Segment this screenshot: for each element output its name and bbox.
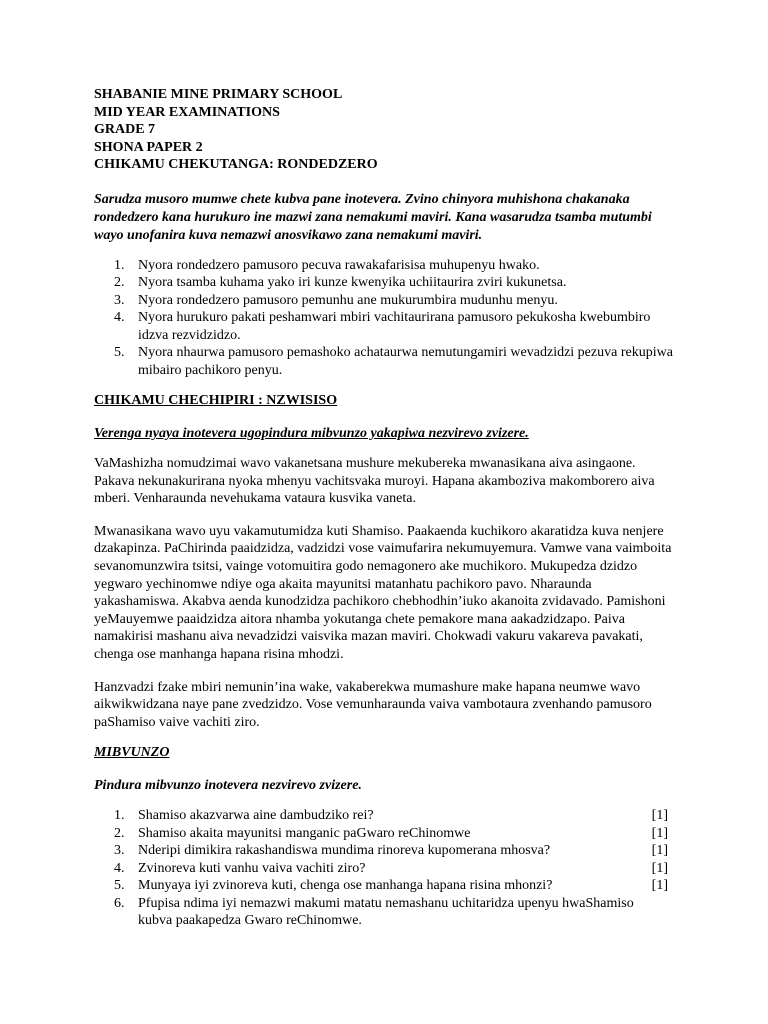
question-item — [94, 877, 674, 895]
list-text: Nyora rondedzero pamusoro pecuva rawakafarisisa muhupenyu hwako. — [138, 257, 540, 273]
list-item — [94, 292, 674, 310]
list-item — [94, 344, 674, 379]
question-mark: [1] — [651, 825, 668, 841]
question-item — [94, 895, 674, 930]
list-item — [94, 257, 674, 275]
question-text: Nderipi dimikira rakashandiswa mundima rinoreva kupomerana mhosva? — [138, 843, 551, 859]
question-mark: [1] — [651, 843, 668, 859]
section1-instructions: Sarudza musoro mumwe chete kubva pane inotevera. Zvino chinyora muhishona chakanaka rondedzero kana hurukuro ine mazwi zana nemakumi maviri. Kana wasarudza tsamba mutumbi wayo unofanira kuva nemazwi anosvikawo zana nemakumi maviri. — [94, 191, 652, 243]
question-number: 5. — [114, 878, 125, 894]
question-mark: [1] — [651, 878, 668, 894]
list-number: 5. — [114, 345, 125, 360]
list-number: 2. — [114, 275, 125, 290]
question-item — [94, 842, 674, 860]
exam-page — [94, 86, 674, 930]
list-item — [94, 274, 674, 292]
question-item — [94, 825, 674, 843]
questions-title: MIBVUNZO — [94, 745, 170, 761]
question-text: Shamiso akaita mayunitsi manganic paGwaro reChinomwe — [138, 825, 471, 841]
passage-paragraph-2: Mwanasikana wavo uyu vakamutumidza kuti Shamiso. Paakaenda kuchikoro akaratidza kuva nenjere dzakapinza. PaChirinda paaidzidza, vadzidzi vose vaimufarira nekumuyemura. Vamwe vana vaimboita sevanomunzwira tsitsi, vainge votomuitira godo nemagonero ake muchikoro. Mukupedza dzidzo yegwaro yechinomwe ndiye oga akaita mayunitsi matanhatu pachikoro pavo. Nharaunda yakashamiswa. Akabva aenda kunodzidza pachikoro chebhodhin’iuko akanoita zvidavado. Pamishoni yeMauyemwe paaidzidza aitora nhamba yokutanga chete pemakore mana aakadzidzapo. Paiva namakirisi mashanu aiva nevadzidzi vaisvika mazan maviri. Chokwadi vakuru vakareva pavakati, chenga ose manhanga hapana risina mhodzi. — [94, 523, 672, 662]
question-mark: [1] — [651, 808, 668, 824]
section2-instructions: Verenga nyaya inotevera ugopindura mibvunzo yakapiwa nezvirevo zvizere. — [94, 426, 529, 441]
list-text: Nyora tsamba kuhama yako iri kunze kwenyika uchiitaurira zviri kukunetsa. — [138, 275, 567, 290]
list-text: Nyora rondedzero pamusoro pemunhu ane mukurumbira mudunhu menyu. — [138, 292, 558, 308]
topic-list — [94, 257, 674, 380]
question-mark: [1] — [651, 860, 668, 876]
questions-instructions: Pindura mibvunzo inotevera nezvirevo zvizere. — [94, 778, 362, 794]
question-text: Zvinoreva kuti vanhu vaiva vachiti ziro? — [138, 860, 366, 876]
exam-header — [94, 86, 674, 174]
passage-paragraph-3: Hanzvadzi fzake mbiri nemunin’ina wake, vakaberekwa mumashure make hapana neumwe wavo aikwikwidzana naye pane zvedzidzo. Vose vemunharaunda vaiva vambotaura zvenhando pamusoro paShamiso vaive vachiti ziro. — [94, 679, 652, 730]
section2-title: CHIKAMU CHECHIPIRI : NZWISISO — [94, 393, 338, 408]
question-number: 2. — [114, 825, 125, 841]
question-item — [94, 807, 674, 825]
list-text: Nyora hurukuro pakati peshamwari mbiri vachitaurirana pamusoro pekukosha kwebumbiro idzva rezvidzidzo. — [138, 310, 651, 343]
question-list — [94, 807, 674, 930]
list-text: Nyora nhaurwa pamusoro pemashoko achataurwa nemutungamiri wevadzidzi pezuva rekupiwa mibairo pachikoro penyu. — [138, 345, 673, 378]
section1-title: CHIKAMU CHEKUTANGA: RONDEDZERO — [94, 157, 378, 172]
question-number: 1. — [114, 808, 125, 824]
paper-label: SHONA PAPER 2 — [94, 139, 203, 155]
list-number: 4. — [114, 310, 125, 325]
passage-paragraph-1: VaMashizha nomudzimai wavo vakanetsana mushure mekubereka mwanasikana aiva asingaone. Pakava nekunakurirana nyoka mhenyu vachitsvaka muroyi. Hapana akamboziva makomborero aiva mberi. Venharaunda nevehukama vataura kusvika vaneta. — [94, 456, 655, 507]
question-number: 6. — [114, 895, 125, 911]
question-item — [94, 860, 674, 878]
grade-label: GRADE 7 — [94, 122, 156, 137]
list-item — [94, 309, 674, 344]
question-number: 3. — [114, 843, 125, 859]
school-name: SHABANIE MINE PRIMARY SCHOOL — [94, 87, 343, 102]
question-text: Pfupisa ndima iyi nemazwi makumi matatu nemashanu uchitaridza upenyu hwaShamiso kubva paakapedza Gwaro reChinomwe. — [138, 895, 634, 929]
question-text: Shamiso akazvarwa aine dambudziko rei? — [138, 808, 374, 824]
exam-name: MID YEAR EXAMINATIONS — [94, 104, 280, 120]
question-text: Munyaya iyi zvinoreva kuti, chenga ose manhanga hapana risina mhonzi? — [138, 878, 553, 894]
list-number: 1. — [114, 257, 125, 273]
list-number: 3. — [114, 292, 125, 308]
question-number: 4. — [114, 860, 125, 876]
